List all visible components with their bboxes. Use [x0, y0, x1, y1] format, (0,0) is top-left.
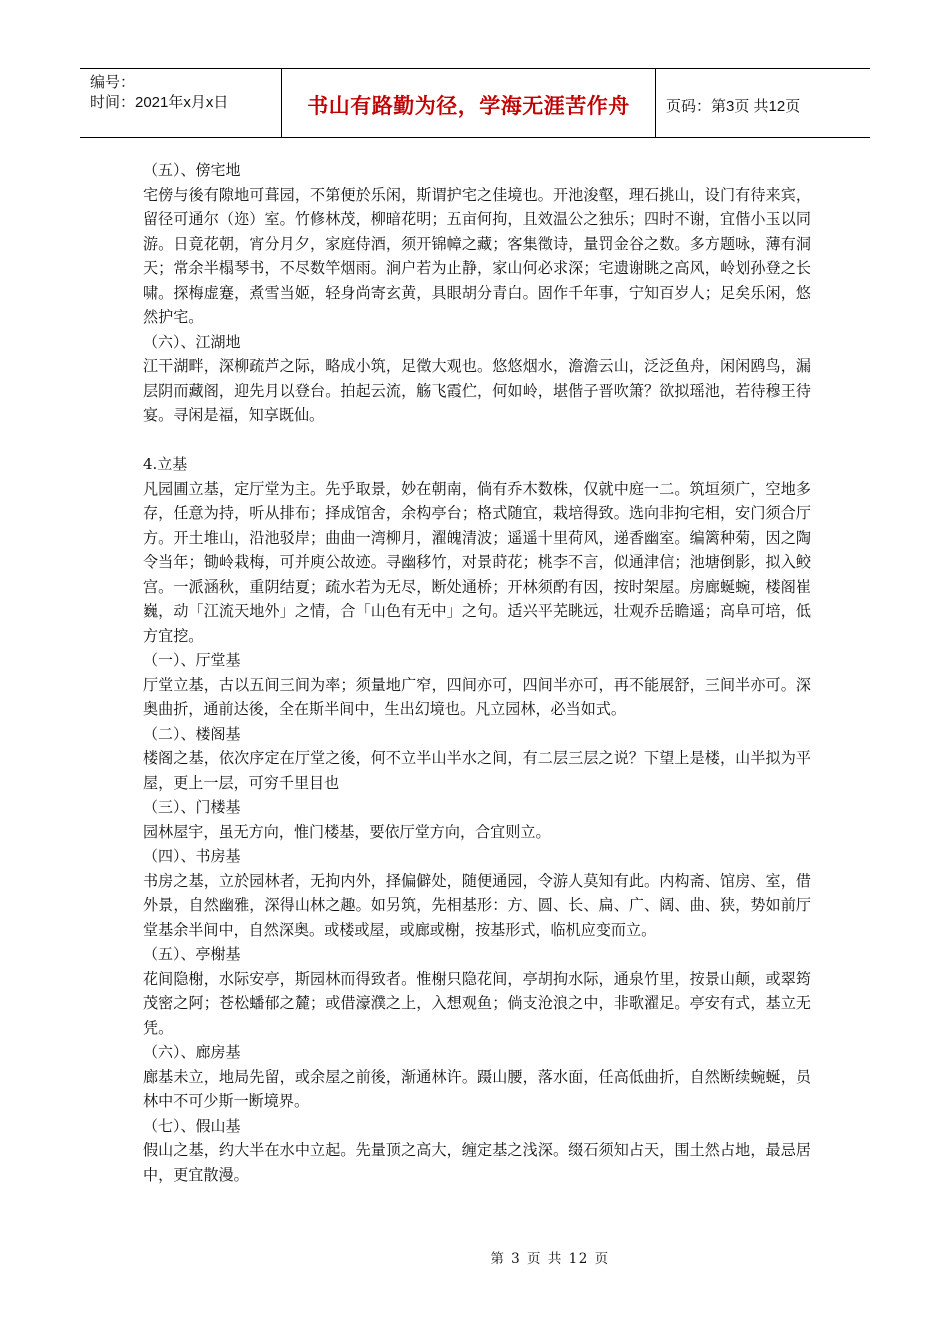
subsection-paragraph: 假山之基，约大半在水中立起。先量顶之高大，缠定基之浅深。缀石须知占天，围土然占地，最忌居中，更宜散漫。 [143, 1141, 811, 1184]
section-paragraph: 宅傍与後有隙地可葺园，不第便於乐闲，斯谓护宅之佳境也。开池浚壑，理石挑山，设门有待来宾，留径可通尔（迩）室。竹修林茂，柳暗花明；五亩何拘，且效温公之独乐；四时不谢，宜偕小玉以同游。日竟花朝，宵分月夕，家庭侍酒，须开锦幛之藏；客集徵诗，量罚金谷之数。多方题咏，薄有洞天；常余半榻琴书，不尽数竿烟雨。涧户若为止静，家山何必求深；宅遗谢眺之高风，岭划孙登之长啸。探梅虚蹇，煮雪当姬，轻身尚寄玄黄，具眼胡分青白。固作千年事，宁知百岁人；足矣乐闲，悠然护宅。 [143, 185, 811, 326]
document-number-label: 编号： [90, 74, 136, 91]
subsection-heading: （一）、厅堂基 [143, 651, 241, 669]
blank-line [143, 428, 811, 453]
subsection-paragraph: 楼阁之基，依次序定在厅堂之後，何不立半山半水之间，有二层三层之说？下望上是楼，山半拟为平屋，更上一层，可穷千里目也 [143, 749, 811, 792]
subsection-paragraph: 厅堂立基，古以五间三间为率；须量地广窄，四间亦可，四间半亦可，再不能展舒，三间半亦可。深奥曲折，通前达後，全在斯半间中，生出幻境也。凡立园林，必当如式。 [143, 675, 811, 718]
subsection-heading: （五）、亭榭基 [143, 945, 241, 963]
subsection-heading: （七）、假山基 [143, 1116, 241, 1135]
chapter-heading: 4.立基 [143, 455, 188, 473]
chapter-paragraph: 凡园圃立基，定厅堂为主。先乎取景，妙在朝南，倘有乔木数株，仅就中庭一二。筑垣须广，空地多存，任意为持，听从排布；择成馆舍，余构亭台；格式随宜，栽培得致。选向非拘宅相，安门须合厅方。开土堆山，沿池驳岸；曲曲一湾柳月，濯魄清波；遥遥十里荷风，递香幽室。编篱种菊，因之陶令当年；锄岭栽梅，可并庾公故迹。寻幽移竹，对景莳花；桃李不言，似通津信；池塘倒影，拟入鲛宫。一派涵秋，重阴结夏；疏水若为无尽，断处通桥；开林须酌有因，按时架屋。房廊蜒蜿，楼阁崔巍，动「江流天地外」之情，合「山色有无中」之句。适兴平芜眺远，壮观乔岳瞻遥；高阜可培，低方宜挖。 [143, 479, 811, 645]
subsection-paragraph: 廊基未立，地局先留，或余屋之前後，渐通林许。蹑山腰，落水面，任高低曲折，自然断续蜿蜒，员林中不可少斯一断境界。 [143, 1067, 811, 1110]
document-body [143, 158, 811, 1187]
subsection-heading: （二）、楼阁基 [143, 724, 241, 743]
header-page-number: 页码：第3页 共12页 [666, 97, 801, 115]
section-heading: （六）、江湖地 [143, 332, 241, 351]
header-meta [80, 69, 282, 137]
section-paragraph: 江干湖畔，深柳疏芦之际，略成小筑，足徵大观也。悠悠烟水，澹澹云山，泛泛鱼舟，闲闲鸥鸟，漏层阴而藏阁，迎先月以登台。拍起云流，觞飞霞伫，何如岭，堪偕子晋吹箫？欲拟瑶池，若待穆王待宴。寻闲是福，知享既仙。 [143, 357, 811, 424]
header-motto: 书山有路勤为径，学海无涯苦作舟 [282, 69, 656, 137]
subsection-paragraph: 书房之基，立於园林者，无拘内外，择偏僻处，随便通园，令游人莫知有此。内构斋、馆房、室，借外景，自然幽雅，深得山林之趣。如另筑，先相基形：方、圆、长、扁、广、阔、曲、狭，势如前厅堂基余半间中，自然深奥。或楼或屋，或廊或榭，按基形式，临机应变而立。 [143, 871, 811, 939]
subsection-heading: （三）、门楼基 [143, 798, 241, 816]
page-footer: 第 3 页 共 12 页 [490, 1251, 610, 1267]
subsection-heading: （四）、书房基 [143, 847, 241, 865]
subsection-paragraph: 花间隐榭，水际安亭，斯园林而得致者。惟榭只隐花间，亭胡拘水际，通泉竹里，按景山颠，或翠筠茂密之阿；苍松蟠郁之麓；或借濠濮之上，入想观鱼；倘支沧浪之中，非歌濯足。亭安有式，基立无凭。 [143, 969, 811, 1037]
subsection-heading: （六）、廊房基 [143, 1043, 241, 1061]
section-heading: （五）、傍宅地 [143, 161, 241, 179]
page-header [80, 68, 870, 138]
subsection-paragraph: 园林屋宇，虽无方向，惟门楼基，要依厅堂方向，合宜则立。 [143, 822, 551, 841]
document-date-label: 时间：2021年x月x日 [90, 94, 229, 111]
